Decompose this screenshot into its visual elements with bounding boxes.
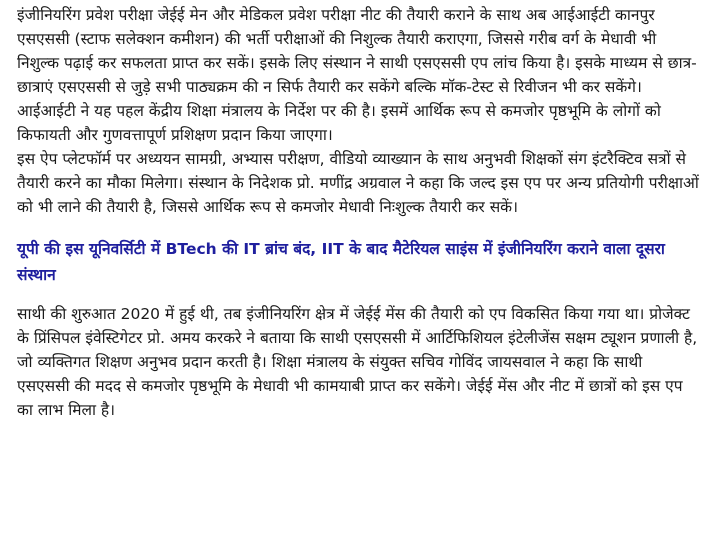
article-paragraph: इंजीनियरिंग प्रवेश परीक्षा जेईई मेन और मेडिकल प्रवेश परीक्षा नीट की तैयारी कराने के साथ अब आईआईटी कानपुर एसएससी (स्टाफ सलेक्शन कमीशन) की भर्ती परीक्षाओं की निशुल्क तैयारी कराएगा, जिससे गरीब वर्ग के मेधावी भी निशुल्क पढ़ाई कर सफलता प्राप्त कर सकें। इसके लिए संस्थान ने साथी एसएससी एप लांच किया है। इसके माध्यम से छात्र-छात्राएं एसएससी से जुड़े सभी पाठ्यक्रम की न सिर्फ तैयारी कर सकेंगे बल्कि मॉक-टेस्ट से रिवीजन भी कर सकेंगे। आईआईटी ने यह पहल केंद्रीय शिक्षा मंत्रालय के निर्देश पर की है। इसमें आर्थिक रूप से कमजोर पृष्ठभूमि के लोगों को किफायती और गुणवत्तापूर्ण प्रशिक्षण प्रदान किया जाएगा।	[17, 6, 697, 144]
article-body	[17, 3, 699, 422]
article-paragraph: इस ऐप प्लेटफॉर्म पर अध्ययन सामग्री, अभ्यास परीक्षण, वीडियो व्याख्यान के साथ अनुभवी शिक्षकों संग इंटरैक्टिव सत्रों से तैयारी करने का मौका मिलेगा। संस्थान के निदेशक प्रो. मणींद्र अग्रवाल ने कहा कि जल्द इस एप पर अन्य प्रतियोगी परीक्षाओं को भी लाने की तैयारी है, जिससे आर्थिक रूप से कमजोर मेधावी निःशुल्क तैयारी कर सकें।	[17, 150, 699, 216]
article-paragraph: साथी की शुरुआत 2020 में हुई थी, तब इंजीनियरिंग क्षेत्र में जेईई मेंस की तैयारी को एप विकसित किया गया था। प्रोजेक्ट के प्रिंसिपल इंवेस्टिगेटर प्रो. अमय करकरे ने बताया कि साथी एसएससी में आर्टिफिशियल इंटेलीजेंस सक्षम ट्यूशन प्रणाली है, जो व्यक्तिगत शिक्षण अनुभव प्रदान करती है। शिक्षा मंत्रालय के संयुक्त सचिव गोविंद जायसवाल ने कहा कि साथी एसएससी की मदद से कमजोर पृष्ठभूमि के मेधावी भी कामयाबी प्राप्त कर सकेंगे। जेईई मेंस और नीट में छात्रों को इस एप का लाभ मिला है।	[17, 305, 698, 419]
related-article-link[interactable]: यूपी की इस यूनिवर्सिटी में BTech की IT ब्रांच बंद, IIT के बाद मैटेरियल साइंस में इंजीनियरिंग कराने वाला दूसरा संस्थान	[17, 240, 665, 284]
